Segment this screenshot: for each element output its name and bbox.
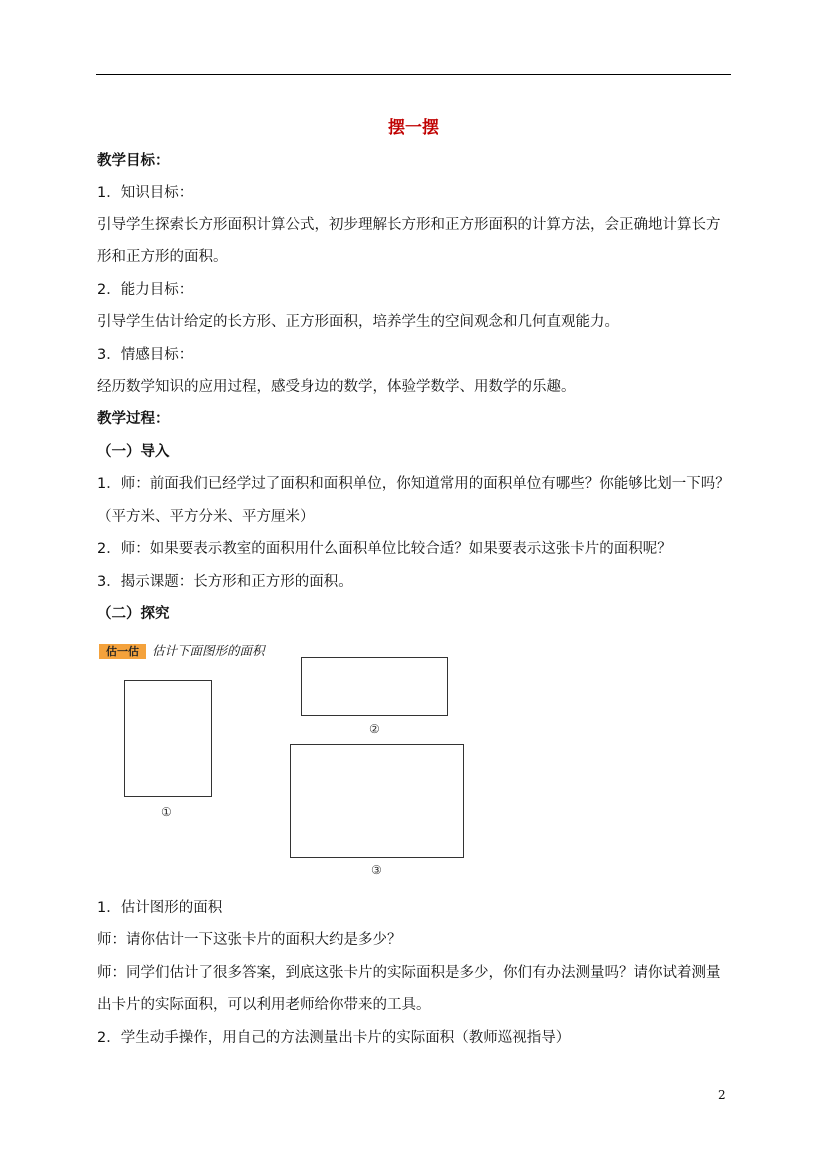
ability-label: 2．能力目标： (97, 282, 194, 298)
question-1: 师：请你估计一下这张卡片的面积大约是多少？ (97, 932, 402, 948)
explore-heading: （二）探究 (97, 606, 170, 622)
intro-item-2: 2．师：如果要表示教室的面积用什么面积单位比较合适？如果要表示这张卡片的面积呢？ (97, 541, 672, 557)
estimate-badge: 估一估 (99, 644, 146, 659)
intro-item-3: 3．揭示课题：长方形和正方形的面积。 (97, 574, 353, 590)
intro-heading: （一）导入 (97, 444, 170, 460)
step-2: 2．学生动手操作，用自己的方法测量出卡片的实际面积（教师巡视指导） (97, 1030, 571, 1046)
question-2b: 出卡片的实际面积，可以利用老师给你带来的工具。 (97, 997, 431, 1013)
question-2a: 师：同学们估计了很多答案，到底这张卡片的实际面积是多少，你们有办法测量吗？请你试着测量 (97, 965, 721, 981)
ability-text: 引导学生估计给定的长方形、正方形面积，培养学生的空间观念和几何直观能力。 (97, 314, 619, 330)
intro-item-1b: （平方米、平方分米、平方厘米） (97, 509, 315, 525)
knowledge-text-1: 引导学生探索长方形面积计算公式，初步理解长方形和正方形面积的计算方法，会正确地计算长方 (97, 217, 721, 233)
header-rule (96, 74, 731, 75)
objectives-heading: 教学目标： (97, 153, 170, 169)
emotion-label: 3．情感目标： (97, 347, 194, 363)
intro-item-1a: 1．师：前面我们已经学过了面积和面积单位，你知道常用的面积单位有哪些？你能够比划一下吗？ (97, 476, 730, 492)
estimate-caption: 估计下面图形的面积 (152, 643, 265, 658)
knowledge-label: 1．知识目标： (97, 185, 194, 201)
emotion-text: 经历数学知识的应用过程，感受身边的数学，体验学数学、用数学的乐趣。 (97, 379, 576, 395)
rectangle-2 (301, 657, 448, 716)
process-heading: 教学过程： (97, 411, 170, 427)
rectangle-3 (290, 744, 464, 858)
label-2: ② (369, 722, 380, 736)
rectangle-1 (124, 680, 212, 797)
label-3: ③ (371, 863, 382, 877)
step-1: 1．估计图形的面积 (97, 900, 223, 916)
label-1: ① (161, 805, 172, 819)
page-title: 摆一摆 (388, 118, 439, 138)
knowledge-text-2: 形和正方形的面积。 (97, 249, 228, 265)
page-number: 2 (718, 1088, 726, 1102)
